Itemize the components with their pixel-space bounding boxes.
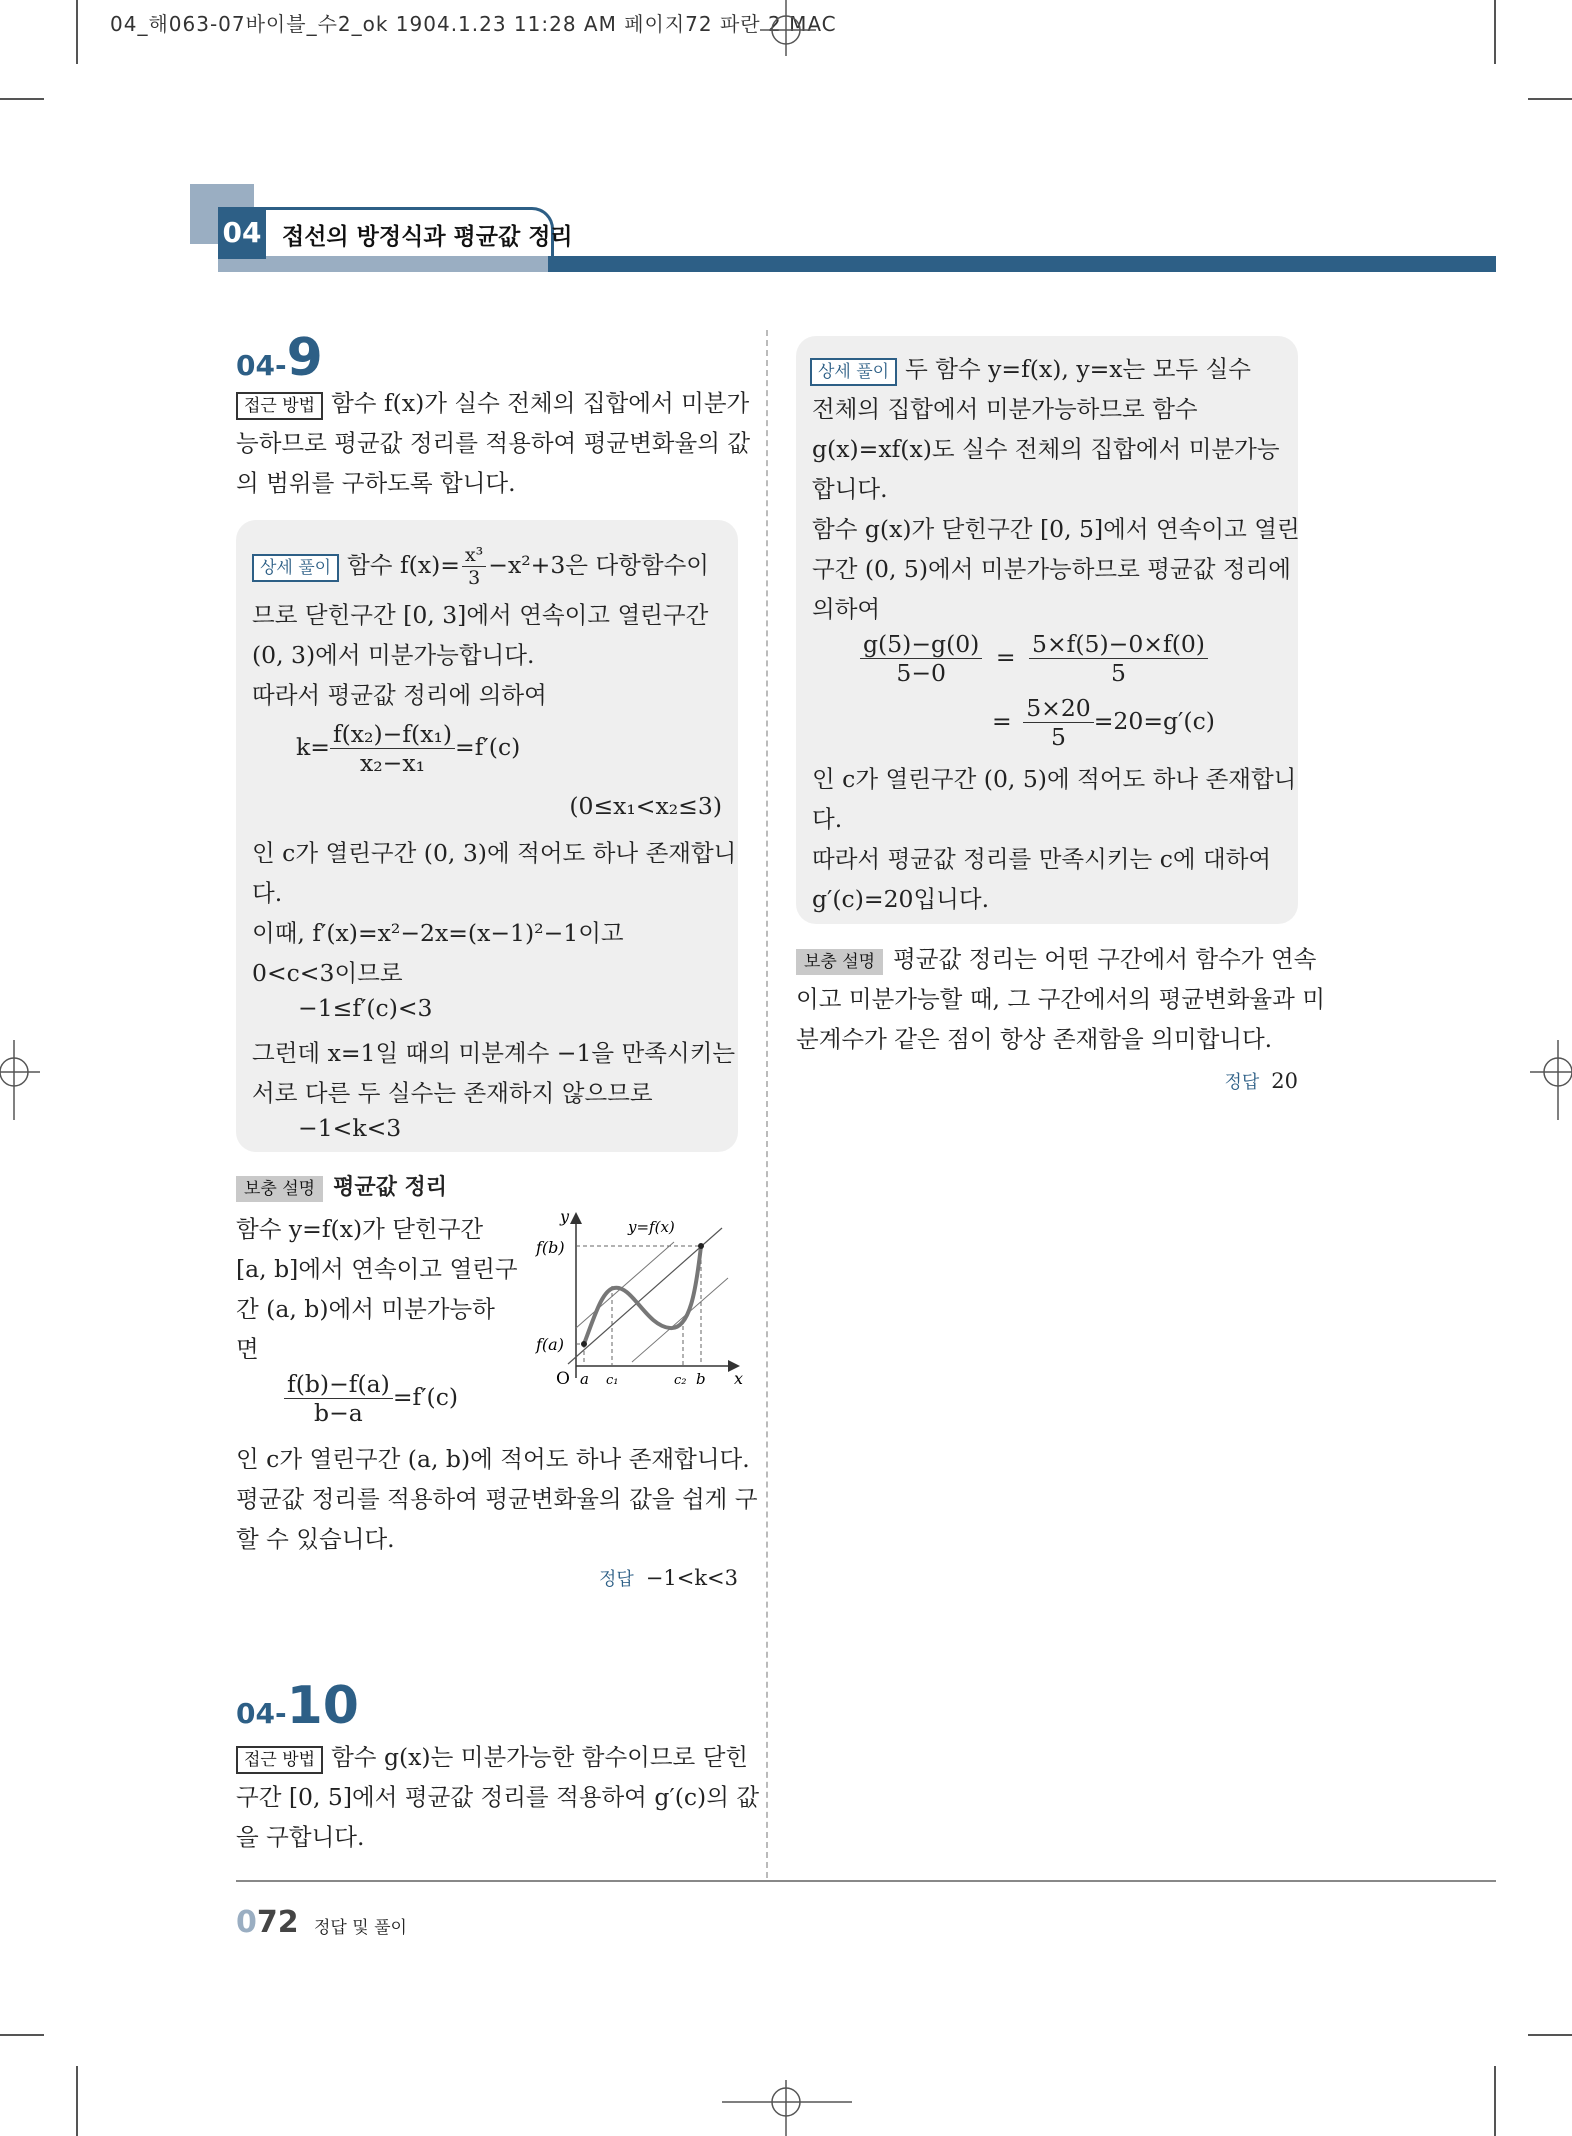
page-number: 072	[236, 1905, 299, 1940]
registration-mark-icon	[760, 0, 820, 56]
supplement-label: 보충 설명	[236, 1176, 323, 1202]
problem-9-answer: 정답 −1<k<3	[598, 1566, 738, 1590]
problem-10-detail-box: 상세 풀이 두 함수 y=f(x), y=x는 모두 실수 전체의 집합에서 미분가능하므로 함수 g(x)=xf(x)도 실수 전체의 집합에서 미분가능 합니다. 함수 g(x)가 닫힌구간 [0, 5]에서 연속이고 열린 구간 (0, 5)에서 미분가능하므로 평균값 정리에 의하여 $\frac{g(5)-g(0)}{5-0}$ = $\frac{5\times f(5)-0\times f(0)}{5}$ = $\frac{5\times 20}{5}$ =20=g′(c) 인 c가 열린구간 (0, 5)에 적어도 하나 존재합니 다. 따라서 평균값 정리를 만족시키는 c에 대하여 g′(c)=20입니다.	[796, 336, 1298, 924]
problem-9-detail-box: 상세 풀이 함수 f(x)= $\frac{\text{x³}}{3}$ −x²+3은 다항함수이 므로 닫힌구간 [0, 3]에서 연속이고 열린구간 (0, 3)에서 미분가능합니다. 따라서 평균값 정리에 의하여 k= $\frac{\text{f(x₂)−f(x₁)}}{\text{x₂−x₁}}$ =f′(c) (0≤x₁<x₂≤3) 인 c가 열린구간 (0, 3)에 적어도 하나 존재합니 다. 이때, f′(x)=x²−2x=(x−1)²−1이고 0<c<3이므로 −1≤f′(c)<3 그런데 x=1일 때의 미분계수 −1을 만족시키는 서로 다른 두 실수는 존재하지 않으므로 −1<k<3	[236, 520, 738, 1152]
approach-label: 접근 방법	[236, 1746, 323, 1774]
detail-label: 상세 풀이	[810, 358, 897, 386]
problem-9-number: 04-9	[236, 328, 323, 388]
y-label: y	[560, 1208, 570, 1226]
chapter-title: 접선의 방정식과 평균값 정리	[282, 224, 573, 250]
column-divider	[766, 330, 768, 1878]
crop-mark	[76, 2066, 78, 2136]
approach-label: 접근 방법	[236, 392, 323, 420]
print-slug: 04_해063-07바이블_수2_ok 1904.1.23 11:28 AM 페이지72 파란 2 MAC	[110, 12, 837, 36]
fb-label: f(b)	[536, 1238, 565, 1257]
crop-mark	[1494, 2066, 1496, 2136]
registration-mark-icon	[0, 1040, 40, 1120]
origin-label: O	[556, 1369, 570, 1389]
tangent-line-2	[632, 1278, 728, 1362]
footer-rule	[236, 1880, 1496, 1882]
detail-label: 상세 풀이	[252, 554, 339, 582]
chapter-bar-accent	[218, 256, 548, 272]
crop-mark	[76, 0, 78, 64]
crop-mark	[1528, 98, 1572, 100]
problem-10-answer: 정답 20	[1224, 1069, 1298, 1093]
tick-c1: c₁	[606, 1373, 619, 1388]
x-label: x	[734, 1369, 744, 1388]
problem-9-supplement: 보충 설명 평균값 정리 함수 y=f(x)가 닫힌구간 [a, b]에서 연속이고 열린구 간 (a, b)에서 미분가능하 면 $\frac{f(b)-f(a)}{b-a}$ =f′(c) 인 c가 열린구간 (a, b)에 적어도 하나 존재합니다. 평균값 정리를 적용하여 평균변화율의 값을 쉽게 구 할 수 있습니다.	[236, 1175, 758, 1553]
supplement-label: 보충 설명	[796, 949, 883, 975]
curve-label: y=f(x)	[628, 1218, 675, 1236]
chapter-number: 04	[218, 207, 266, 259]
problem-10-number: 04-10	[236, 1676, 359, 1736]
crop-mark	[0, 2034, 44, 2036]
registration-mark-icon	[722, 2080, 852, 2136]
crop-mark	[1494, 0, 1496, 64]
crop-mark	[1528, 2034, 1572, 2036]
registration-mark-icon	[1530, 1040, 1572, 1120]
mean-value-graph	[528, 1208, 748, 1394]
crop-mark	[0, 98, 44, 100]
tick-c2: c₂	[674, 1373, 687, 1388]
tangent-line-1	[576, 1242, 674, 1328]
footer-title: 정답 및 풀이	[314, 1918, 407, 1938]
tick-b: b	[696, 1370, 706, 1388]
fa-label: f(a)	[536, 1335, 564, 1354]
tick-a: a	[580, 1370, 589, 1388]
